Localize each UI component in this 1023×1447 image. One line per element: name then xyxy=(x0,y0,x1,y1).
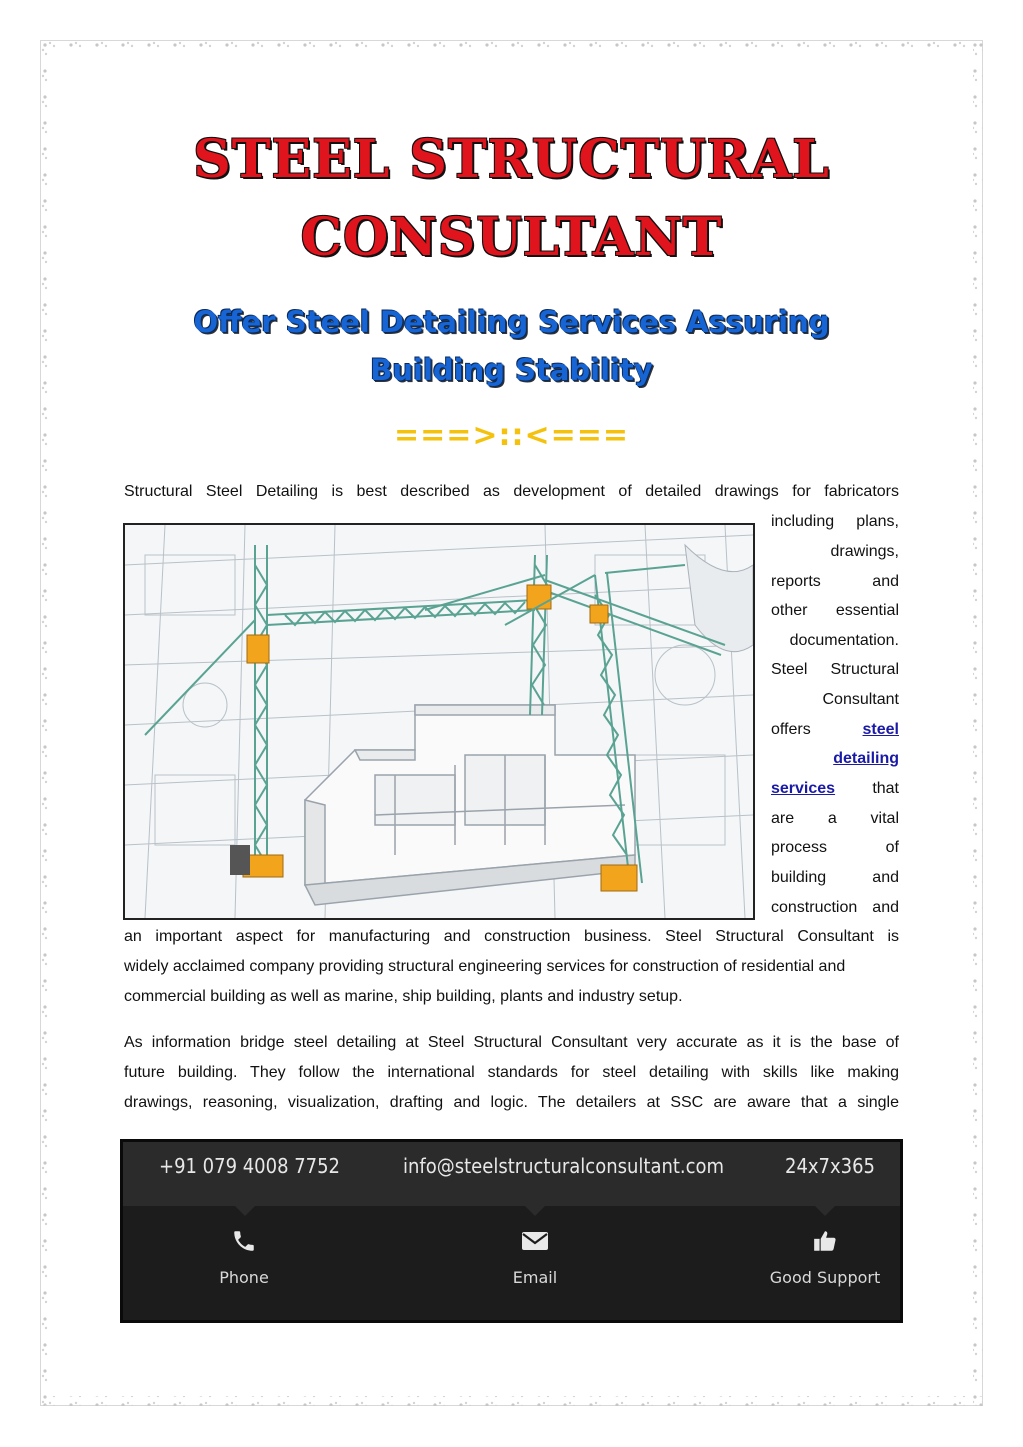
contact-banner xyxy=(120,1139,903,1323)
side-text-line: Consultant xyxy=(822,691,899,708)
side-text-line: other essential xyxy=(771,602,899,619)
notch-pointer xyxy=(525,1206,545,1216)
intro-line: Structural Steel Detailing is best described as development of detailed drawings for fabricators xyxy=(124,483,899,500)
side-text-offers: offers xyxy=(771,721,811,738)
side-text-line: process of xyxy=(771,839,899,856)
steel-detailing-link[interactable]: detailing xyxy=(833,750,899,767)
side-text-line xyxy=(771,779,899,799)
thumbs-up-icon xyxy=(812,1228,838,1254)
side-text-line: construction and xyxy=(771,899,899,916)
page-title-line-1: STEEL STRUCTURAL xyxy=(193,129,830,190)
email-address[interactable]: info@steelstructuralconsultant.com xyxy=(403,1154,725,1178)
phone-label: Phone xyxy=(219,1268,269,1287)
page-title-line-2: CONSULTANT xyxy=(300,207,723,268)
support-label: Good Support xyxy=(769,1268,881,1287)
side-text-line: building and xyxy=(771,869,899,886)
steel-detailing-link[interactable]: services xyxy=(771,780,836,797)
phone-contact-item[interactable] xyxy=(154,1228,334,1287)
side-text-line: documentation. xyxy=(789,632,899,649)
cranes-blueprint-image xyxy=(125,525,753,918)
steel-detailing-link[interactable]: steel xyxy=(862,721,899,738)
availability-text: 24x7x365 xyxy=(785,1154,875,1178)
side-text-line xyxy=(771,720,899,740)
paragraph-line: future building. They follow the international standards for steel detailing with skills like making xyxy=(124,1064,899,1081)
side-text-line: are a vital xyxy=(771,810,899,827)
email-label: Email xyxy=(512,1268,558,1287)
side-text-that: that xyxy=(872,780,899,797)
paragraph-line: As information bridge steel detailing at Steel Structural Consultant very accurate as it is the base of xyxy=(124,1034,899,1051)
paragraph-line: an important aspect for manufacturing and construction business. Steel Structural Consultant is xyxy=(124,928,899,945)
paragraph-line: commercial building as well as marine, ship building, plants and industry setup. xyxy=(124,988,683,1005)
side-text-line: drawings, xyxy=(830,543,899,560)
paragraph-line: widely acclaimed company providing structural engineering services for construction of residential and xyxy=(124,958,846,975)
notch-pointer xyxy=(235,1206,255,1216)
support-contact-item[interactable] xyxy=(735,1228,915,1287)
envelope-icon xyxy=(521,1228,549,1254)
email-contact-item[interactable] xyxy=(445,1228,625,1287)
side-text-line xyxy=(771,749,899,769)
side-text-line: reports and xyxy=(771,573,899,590)
contact-info-strip xyxy=(123,1142,900,1206)
side-text-line: Steel Structural xyxy=(771,661,899,678)
phone-number[interactable]: +91 079 4008 7752 xyxy=(159,1154,341,1178)
paragraph-line: drawings, reasoning, visualization, drafting and logic. The detailers at SSC are aware that a single xyxy=(124,1094,899,1111)
decorative-divider: ===>::<=== xyxy=(393,418,630,453)
construction-illustration xyxy=(123,523,755,920)
page-subtitle-line-2: Building Stability xyxy=(370,353,653,387)
page-subtitle-line-1: Offer Steel Detailing Services Assuring xyxy=(193,305,830,339)
phone-icon xyxy=(231,1228,257,1254)
notch-pointer xyxy=(815,1206,835,1216)
side-text-line: including plans, xyxy=(771,513,899,530)
